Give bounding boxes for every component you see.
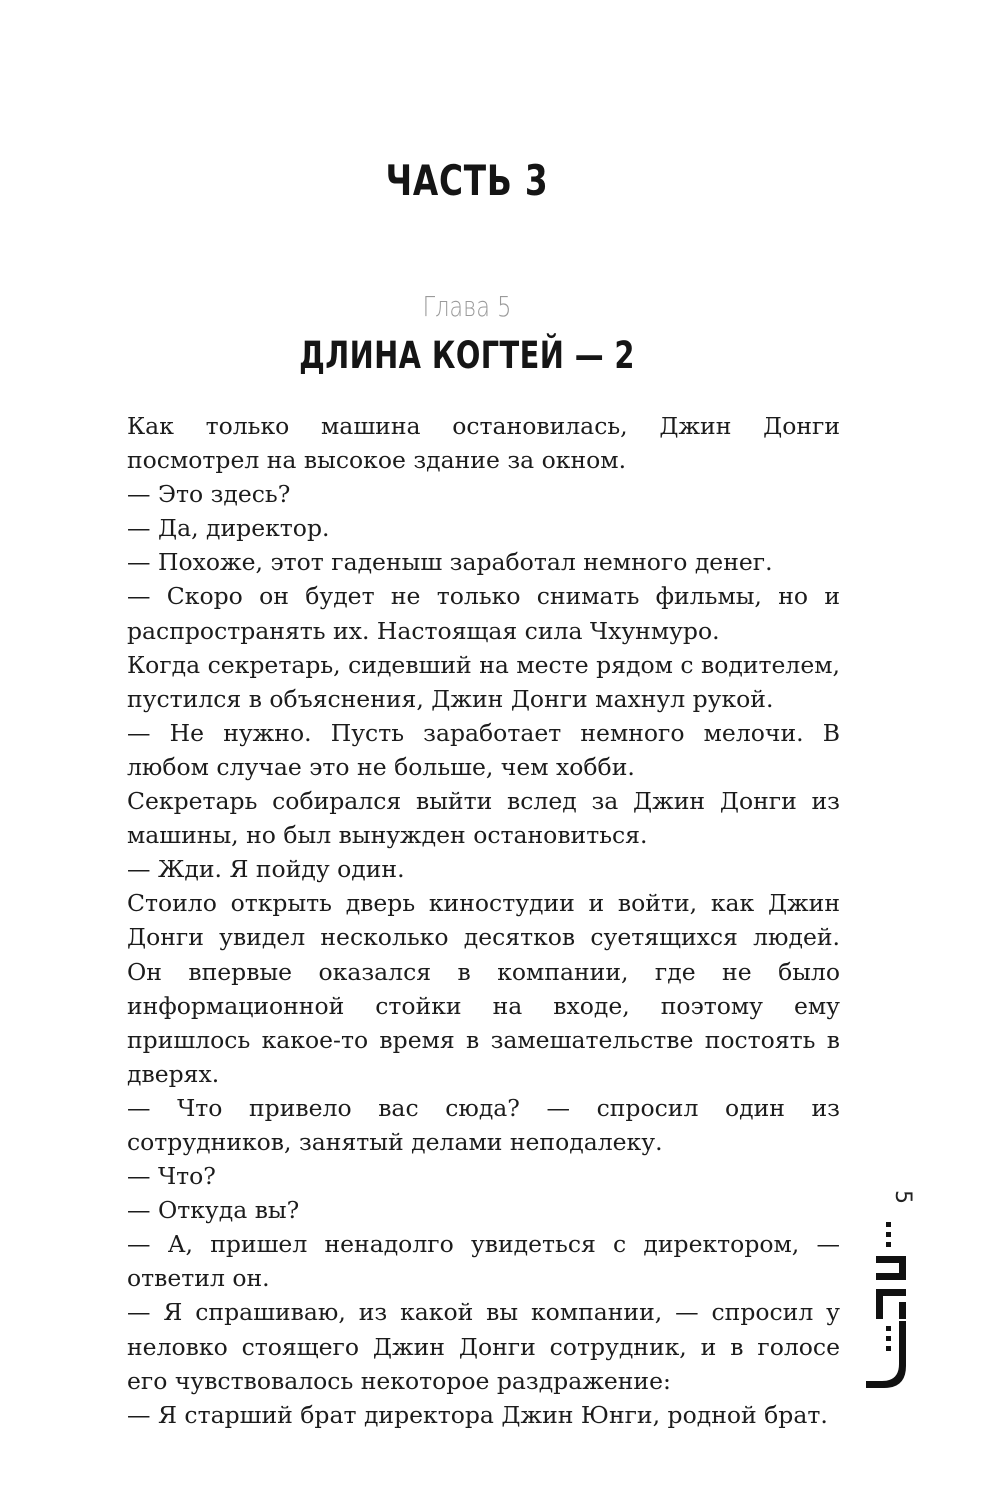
paragraph: Как только машина остановилась, Джин Донги посмотрел на высокое здание за окном.: [127, 412, 840, 475]
chapter-title: ДЛИНА КОГТЕЙ — 2: [299, 334, 635, 377]
chapter-label: Глава 5: [422, 290, 512, 323]
paragraph: — Похоже, этот гаденыш заработал немного денег.: [127, 548, 773, 577]
paragraph: — Скоро он будет не только снимать фильмы, но и распространять их. Настоящая сила Чхунмуро.: [127, 582, 840, 645]
paragraph: — А, пришел ненадолго увидеться с директором, — ответил он.: [127, 1230, 840, 1293]
paragraph: — Не нужно. Пусть заработает немного мелочи. В любом случае это не больше, чем хобби.: [127, 718, 840, 781]
paragraph: Когда секретарь, сидевший на месте рядом с водителем, пустился в объяснения, Джин Донги махнул рукой.: [127, 650, 840, 713]
paragraph: — Что?: [127, 1162, 216, 1191]
paragraph: — Да, директор.: [127, 514, 330, 543]
paragraph: — Что привело вас сюда? — спросил один из сотрудников, занятый делами неподалеку.: [127, 1093, 840, 1156]
paragraph: — Это здесь?: [127, 480, 291, 509]
paragraph: Стоило открыть дверь киностудии и войти, как Джин Донги увидел несколько десятков суетящихся людей. Он впервые оказался в компании, где не было информационной стойки на входе, поэтому ему пришлось какое-то время в замешательстве постоять в дверях.: [127, 889, 840, 1088]
page-number-ornament: [860, 1176, 920, 1396]
page-number: 5: [890, 1190, 915, 1204]
ellipsis-dots-icon: [886, 1222, 891, 1247]
paragraph: — Откуда вы?: [127, 1196, 300, 1225]
part-title: ЧАСТЬ 3: [385, 156, 549, 205]
paragraph: — Я старший брат директора Джин Юнги, родной брат.: [127, 1400, 828, 1429]
chapter-body: [127, 409, 840, 1432]
paragraph: — Жди. Я пойду один.: [127, 855, 405, 884]
paragraph: — Я спрашиваю, из какой вы компании, — спросил у неловко стоящего Джин Донги сотрудник, и в голосе его чувствовалось некоторое раздражение:: [127, 1298, 840, 1395]
bracket-glyph-icon: [866, 1256, 906, 1388]
paragraph: Секретарь собирался выйти вслед за Джин Донги из машины, но был вынужден остановиться.: [127, 787, 840, 850]
